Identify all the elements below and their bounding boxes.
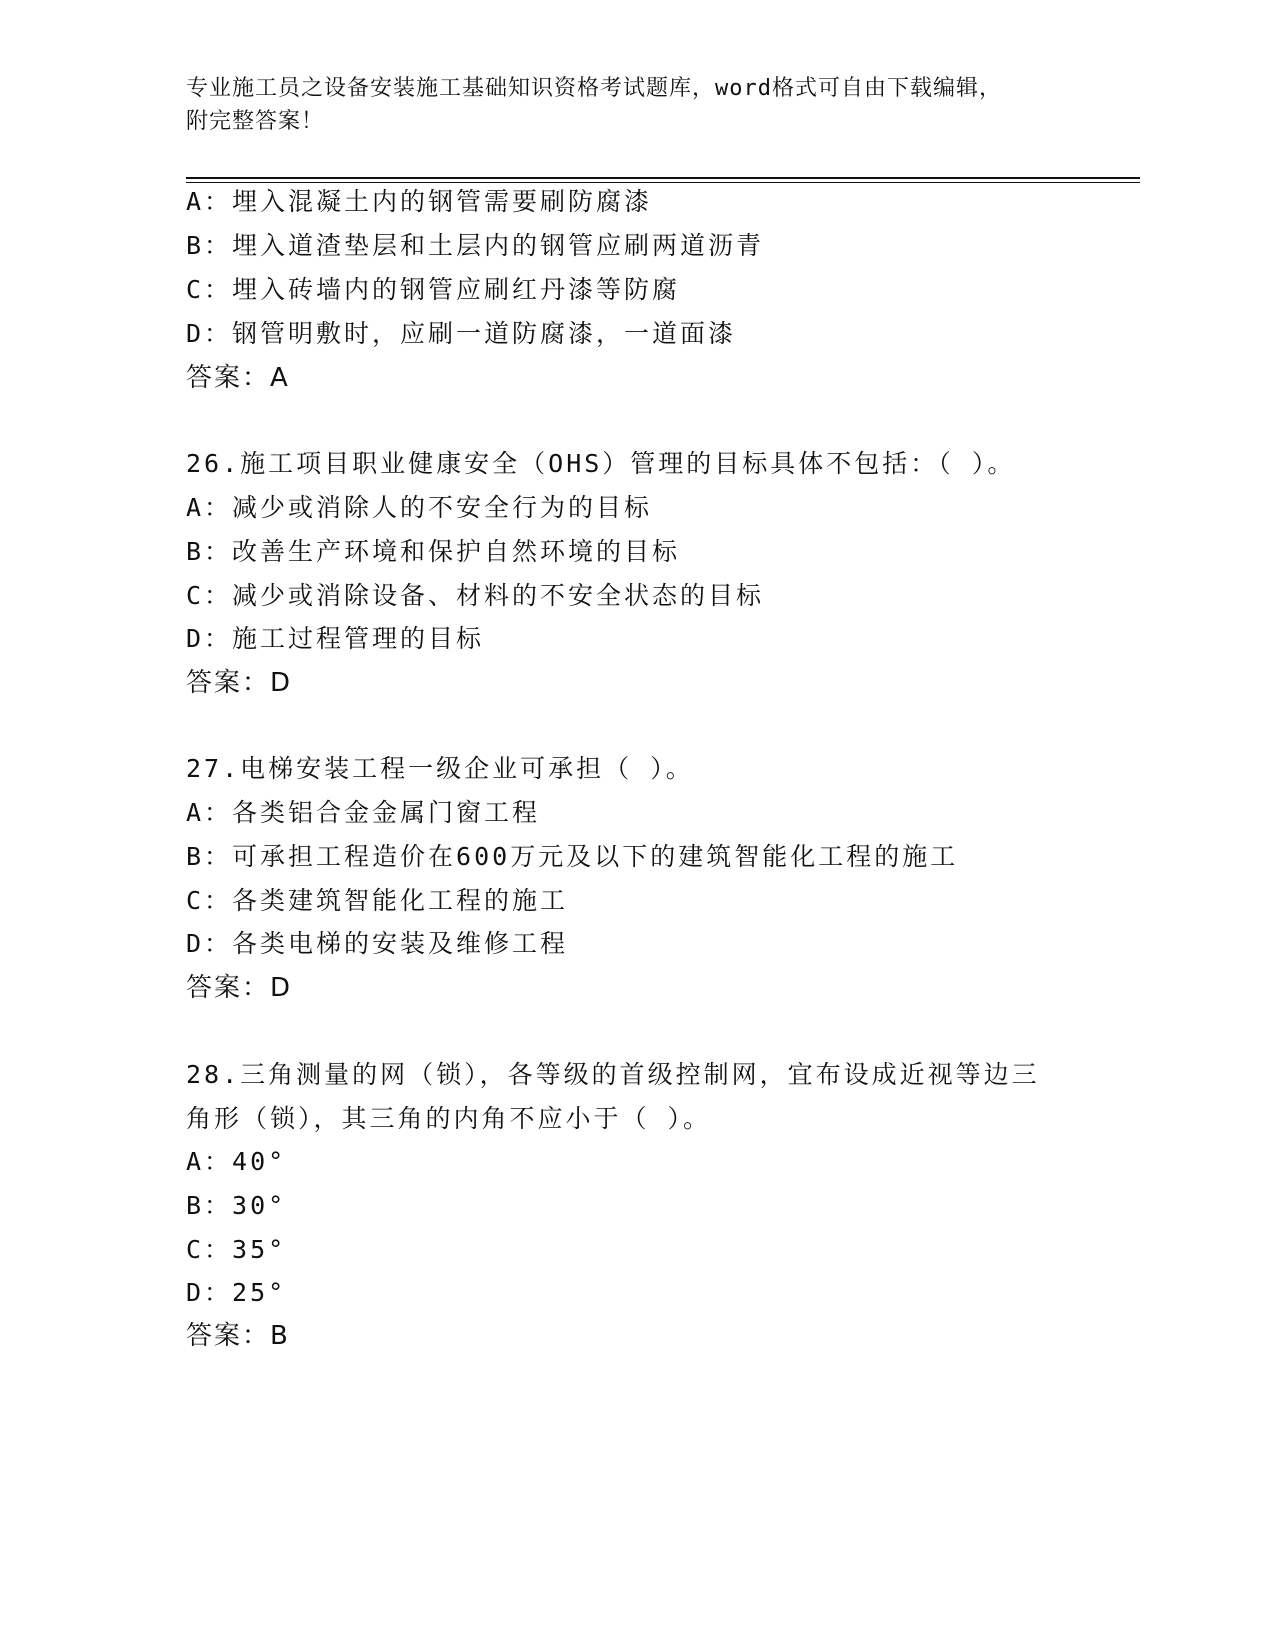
q25-answer: 答案：A — [186, 363, 290, 393]
q25-option-a: A：埋入混凝土内的钢管需要刷防腐漆 — [186, 187, 653, 216]
q25-option-d: D：钢管明敷时，应刷一道防腐漆，一道面漆 — [186, 319, 737, 348]
q28-answer: 答案：B — [186, 1321, 290, 1351]
q26-option-a: A：减少或消除人的不安全行为的目标 — [186, 493, 653, 522]
q27-option-c: C：各类建筑智能化工程的施工 — [186, 886, 569, 915]
q25-option-b: B：埋入道渣垫层和土层内的钢管应刷两道沥青 — [186, 231, 765, 260]
document-header — [186, 72, 1066, 138]
header-divider-thick — [186, 177, 1140, 179]
header-line-1: 专业施工员之设备安装施工基础知识资格考试题库，word格式可自由下载编辑， — [186, 76, 1002, 101]
q26-question: 26.施工项目职业健康安全（OHS）管理的目标具体不包括：（ ）。 — [186, 449, 1016, 478]
q27-question: 27.电梯安装工程一级企业可承担（ ）。 — [186, 754, 694, 783]
q28-option-c: C：35° — [186, 1235, 287, 1264]
q27-option-d: D：各类电梯的安装及维修工程 — [186, 929, 569, 958]
q28-option-a: A：40° — [186, 1147, 287, 1176]
q26-option-c: C：减少或消除设备、材料的不安全状态的目标 — [186, 581, 765, 610]
q28-question-line-1: 28.三角测量的网（锁），各等级的首级控制网，宜布设成近视等边三 — [186, 1060, 1040, 1089]
q28-option-b: B：30° — [186, 1191, 287, 1220]
q28-option-d: D：25° — [186, 1278, 287, 1307]
q26-option-b: B：改善生产环境和保护自然环境的目标 — [186, 537, 681, 566]
q27-option-a: A：各类铝合金金属门窗工程 — [186, 798, 541, 827]
q26-answer: 答案：D — [186, 668, 293, 698]
q26-option-d: D：施工过程管理的目标 — [186, 624, 485, 653]
q25-option-c: C：埋入砖墙内的钢管应刷红丹漆等防腐 — [186, 275, 681, 304]
header-line-2: 附完整答案！ — [186, 109, 325, 134]
q27-answer: 答案：D — [186, 973, 293, 1003]
header-divider-thin — [186, 182, 1140, 183]
q27-option-b: B：可承担工程造价在600万元及以下的建筑智能化工程的施工 — [186, 842, 959, 871]
q28-question-line-2: 角形（锁），其三角的内角不应小于（ ）。 — [186, 1104, 712, 1133]
